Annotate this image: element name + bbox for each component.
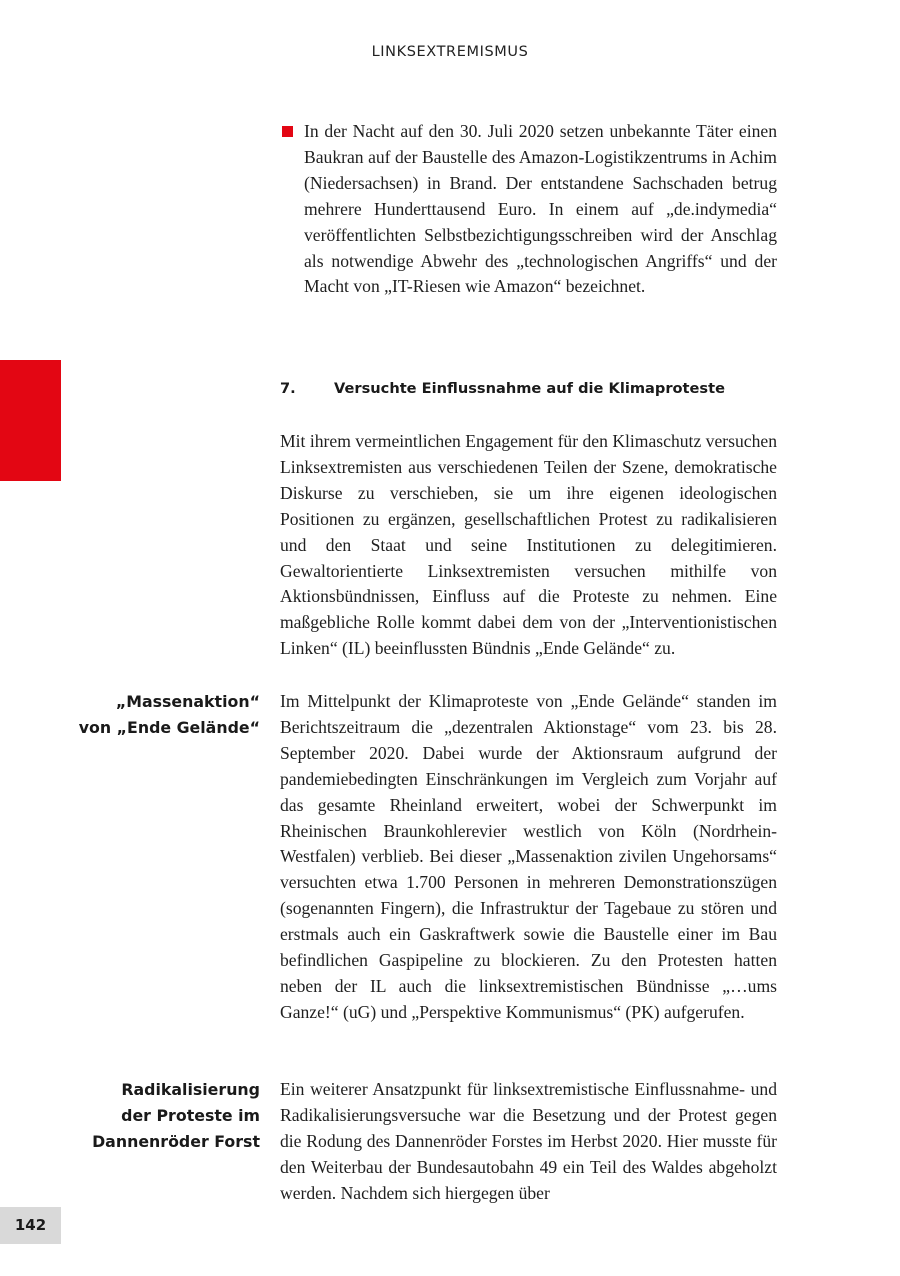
chapter-marker-tab	[0, 360, 61, 481]
page-number: 142	[0, 1207, 61, 1244]
margin-note-line: von „Ende Gelände“	[78, 717, 260, 737]
section-heading	[280, 380, 777, 397]
margin-note-dannenroeder	[60, 1077, 260, 1155]
margin-note-line: „Massenaktion“	[115, 692, 260, 711]
paragraph-dannenroeder: Ein weiterer Ansatzpunkt für linksextremistische Einflussnahme- und Radikalisierungsversuche war die Besetzung und der Protest gegen die Rodung des Dannenröder Forstes im Herbst 2020. Hier musste für den Weiterbau der Bundesautobahn 49 ein Teil des Waldes abgeholzt werden. Nachdem sich hiergegen über	[280, 1079, 777, 1203]
paragraph-intro: Mit ihrem vermeintlichen Engagement für den Klimaschutz versuchen Linksextremisten aus verschiedenen Teilen der Szene, demokratische Diskurse zu verschieben, sie um ihre eigenen ideologischen Positionen zu ergänzen, gesellschaftlichen Protest zu radikalisieren und den Staat und seine Institutionen zu delegitimieren. Gewaltorientierte Linksextremisten versuchen mithilfe von Aktionsbündnissen, Einfluss auf die Proteste zu nehmen. Eine maßgebliche Rolle kommt dabei dem von der „Interventionistischen Linken“ (IL) beeinflussten Bündnis „Ende Gelände“ zu.	[280, 431, 777, 659]
margin-note-line: Radikalisierung	[121, 1080, 260, 1099]
running-head: LINKSEXTREMISMUS	[371, 44, 529, 60]
section-number: 7.	[280, 380, 296, 397]
bullet-square-icon	[282, 126, 293, 137]
section-title: Versuchte Einflussnahme auf die Klimaproteste	[334, 380, 725, 397]
bullet-item	[280, 119, 777, 300]
margin-note-line: Dannenröder Forst	[92, 1131, 260, 1151]
margin-note-line: der Proteste im	[121, 1105, 260, 1125]
bullet-text: In der Nacht auf den 30. Juli 2020 setzen unbekannte Täter einen Baukran auf der Baustelle des Amazon-Logistikzentrums in Achim (Niedersachsen) in Brand. Der entstandene Sachschaden betrug mehrere Hunderttausend Euro. In einem auf „de.indymedia“ veröffentlichten Selbstbezichtigungsschreiben wird der Anschlag als notwendige Abwehr des „technologischen Angriffs“ und der Macht von „IT-Riesen wie Amazon“ bezeichnet.	[304, 121, 777, 297]
margin-note-massenaktion	[60, 689, 260, 741]
paragraph-massenaktion: Im Mittelpunkt der Klimaproteste von „Ende Gelände“ standen im Berichtszeitraum die „dezentralen Aktionstage“ vom 23. bis 28. September 2020. Dabei wurde der Aktionsraum aufgrund der pandemiebedingten Einschränkungen im Vergleich zum Vorjahr auf das gesamte Rheinland erweitert, wobei der Schwerpunkt im Rheinischen Braunkohlerevier westlich von Köln (Nordrhein-Westfalen) verblieb. Bei dieser „Massenaktion zivilen Ungehorsams“ versuchten etwa 1.700 Personen in mehreren Demonstrationszügen (sogenannten Fingern), die Infrastruktur der Tagebaue zu stören und erstmals auch ein Gaskraftwerk sowie die Baustelle einer im Bau befindlichen Gaspipeline zu blockieren. Zu den Protesten hatten neben der IL auch die linksextremistischen Bündnisse „…ums Ganze!“ (uG) und „Perspektive Kommunismus“ (PK) aufgerufen.	[280, 691, 777, 1022]
